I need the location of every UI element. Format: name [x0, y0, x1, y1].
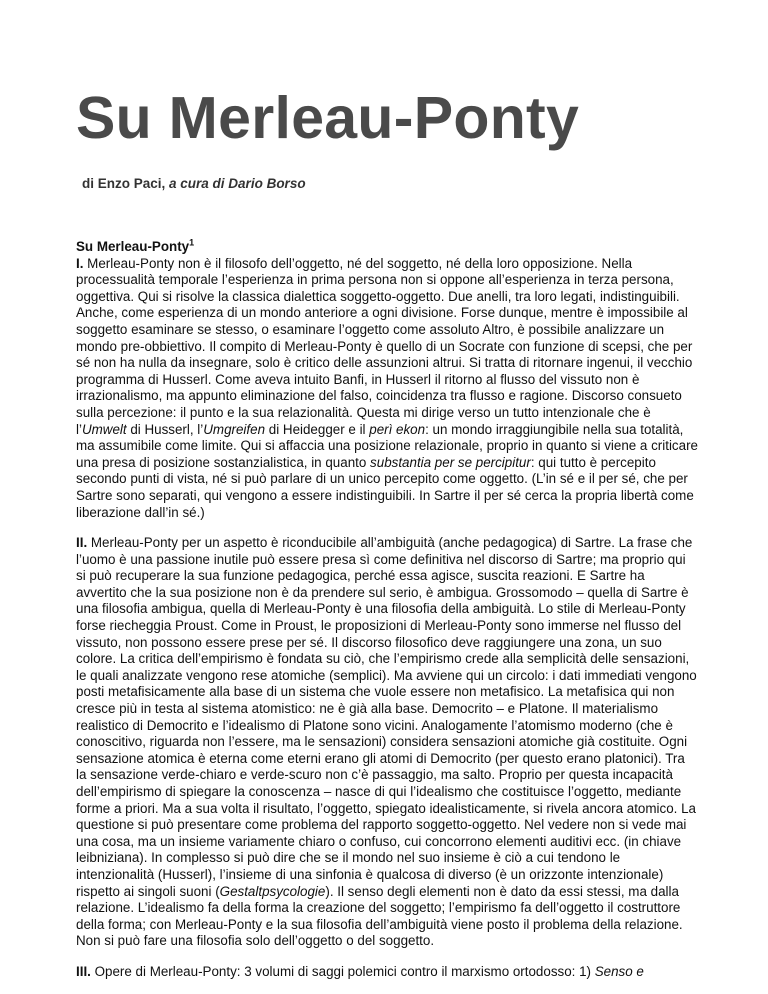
paragraph-1 [76, 256, 698, 522]
paragraph-numeral: III. [76, 963, 91, 979]
paragraph-text: Merleau-Ponty per un aspetto è riconducibile all’ambiguità (anche pedagogica) di Sartre. La frase che l’uomo è una passione inutile può essere presa sì come definitiva nel discorso di Sartre; ma proprio qui si può recuperare la sua funzione pedagogica, perché essa agisce, suscita reazioni. E Sartre ha avvertito che la sua posizione non è da prendere sul serio, è ambigua. Grossomodo – quella di Sartre è una filosofia ambigua, quella di Merleau-Ponty è una filosofia della ambiguità. Lo stile di Merleau-Ponty forse riecheggia Proust. Come in Proust, le proposizioni di Merleau-Ponty sono immerse nel flusso del vissuto, non possono essere prese per sé. Il discorso filosofico deve raggiungere una zona, un suo colore. La critica dell’empirismo è fondata su ciò, che l’empirismo crede alla semplicità delle sensazioni, le quali analizzate vengono rese atomiche (semplici). Ma avviene qui un circolo: i dati immediati vengono posti metafisicamente alla base di un sistema che vuole essere non metafisico. La metafisica qui non cresce più in testa al sistema atomistico: ne è già alla base. Democrito – e Platone. Il materialismo realistico di Democrito e l’idealismo di Platone sono vicini. Analogamente l’atomismo moderno (che è conoscitivo, riguarda non l’essere, ma le sensazioni) considera sensazioni atomiche già costituite. Ogni sensazione atomica è eterna come eterni erano gli atomi di Democrito (per questo erano platonici). Tra la sensazione verde-chiaro e verde-scuro non c’è passaggio, ma salto. Proprio per questa incapacità dell’empirismo di spiegare la conoscenza – nasce di qui l’idealismo che costituisce l’oggetto, mediante forme a priori. Ma a sua volta il risultato, l’oggetto, spiegato idealisticamente, si rivela ancora atomico. La questione si può presentare come problema del rapporto soggetto-oggetto. Nel vedere non si vede mai una cosa, ma un insieme variamente chiaro o confuso, cui concorrono elementi auditivi ecc. (in chiave leibniziana). In complesso si può dire che se il mondo nel suo insieme è ciò a cui tendono le intenzionalità (Husserl), l’insieme di una sinfonia è qualcosa di diverso (è un orizzonte intenzionale) rispetto ai singoli suoni ( [76, 535, 697, 899]
paragraph-emphasis: Senso e [594, 963, 644, 979]
paragraph-emphasis: Gestaltpsycologie [219, 883, 326, 899]
paragraph-text: : qui tutto è percepito secondo punti di vista, né si può parlare di un unico percepito come oggetto. (L’in sé e il per sé, che per Sartre sono separati, qui vengono a essere indistinguibili. In Sartre il per sé cerca la propria libertà come liberazione dall’in sé.) [76, 454, 694, 520]
section-heading-text: Su Merleau-Ponty [76, 239, 190, 254]
paragraph-emphasis: Umwelt [81, 421, 127, 437]
paragraph-emphasis: Umgreifen [203, 421, 266, 437]
paragraph-numeral: II. [76, 535, 88, 551]
paragraph-text: di Heidegger e il [265, 421, 370, 437]
article-body [76, 239, 698, 981]
paragraph-emphasis: substantia per se percipitur [370, 454, 531, 470]
paragraph-text: Opere di Merleau-Ponty: 3 volumi di saggi polemici contro il marxismo ortodosso: 1) [90, 963, 595, 979]
byline-author: di Enzo Paci, [82, 176, 170, 191]
document-title: Su Merleau-Ponty [76, 85, 580, 151]
paragraph-numeral: I. [76, 255, 84, 271]
paragraph-3 [76, 964, 698, 981]
footnote-mark: 1 [189, 237, 195, 248]
paragraph-2 [76, 535, 698, 950]
byline-editor: a cura di Dario Borso [169, 176, 306, 191]
paragraph-text: Merleau-Ponty non è il filosofo dell’oggetto, né del soggetto, né della loro opposizione. Nella processualità temporale l’esperienza in prima persona non si oppone all’esperienza in terza persona, oggettiva. Qui si risolve la classica dialettica soggetto-oggetto. Due anelli, tra loro legati, indistinguibili. Anche, come esperienza di un mondo anteriore a ogni divisione. Forse dunque, mentre è impossibile al soggetto esaminare se stesso, o esaminare l’oggetto come assoluto Altro, è possibile analizzare un mondo pre-obbiettivo. Il compito di Merleau-Ponty è quello di un Socrate con funzione di scepsi, che per sé non ha nulla da insegnare, solo è critico delle assunzioni altrui. Si tratta di ritornare ingenui, il vecchio programma di Husserl. Come aveva intuito Banfi, in Husserl il ritorno al flusso del vissuto non è irrazionalismo, ma appunto eliminazione del falso, coincidenza tra flusso e ragione. Discorso consueto sulla percezione: il punto e la sua relazionalità. Questa mi dirige verso un tutto intenzionale che è l’ [76, 255, 693, 437]
byline [82, 176, 698, 191]
paragraph-emphasis: perì ekon [369, 421, 426, 437]
section-heading [76, 239, 698, 256]
paragraph-text: ). Il senso degli elementi non è dato da essi stessi, ma dalla relazione. L’idealismo fa della forma la creazione del soggetto; l’empirismo fa dell’oggetto il costruttore della forma; con Merleau-Ponty e la sua filosofia dell’ambiguità viene posto il problema della relazione. Non si può fare una filosofia solo dell’oggetto o del soggetto. [76, 883, 683, 949]
paragraph-text: : un mondo irraggiungibile nella sua totalità, ma assumibile come limite. Qui si affaccia una posizione relazionale, proprio in quanto si viene a criticare una presa di posizione sostanzialistica, in quanto [76, 421, 698, 470]
paragraph-text: di Husserl, l’ [126, 421, 204, 437]
